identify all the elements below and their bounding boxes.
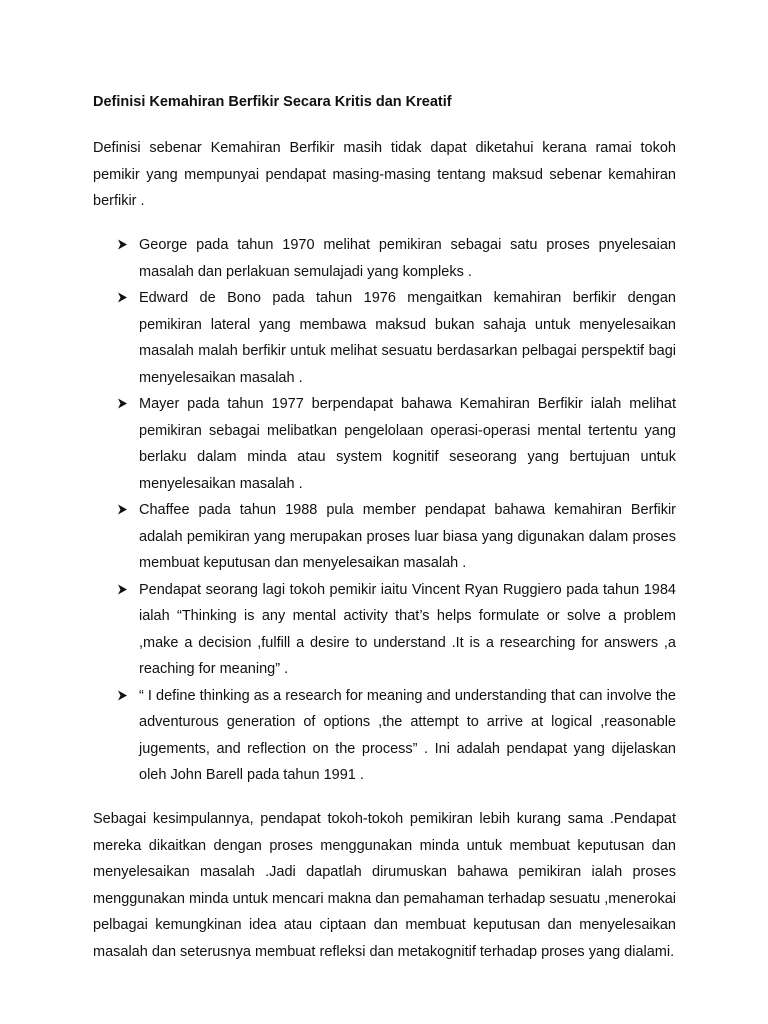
list-item	[117, 683, 676, 789]
conclusion-paragraph: Sebagai kesimpulannya, pendapat tokoh-tokoh pemikiran lebih kurang sama .Pendapat mereka dikaitkan dengan proses menggunakan minda untuk membuat keputusan dan menyelesaikan masalah .Jadi dapatlah dirumuskan bahawa pemikiran ialah proses menggunakan minda untuk mencari makna dan pemahaman terhadap sesuatu ,menerokai pelbagai kemungkinan idea atau ciptaan dan membuat keputusan dan menyelesaikan masalah dan seterusnya membuat refleksi dan metakognitif terhadap proses yang dialami.	[93, 811, 676, 960]
list-item	[117, 285, 676, 391]
list-item	[117, 232, 676, 285]
list-item-text: George pada tahun 1970 melihat pemikiran sebagai satu proses pnyelesaian masalah dan perlakuan semulajadi yang kompleks .	[139, 237, 676, 280]
list-item	[117, 577, 676, 683]
arrowhead-bullet-icon	[117, 497, 131, 524]
intro-paragraph: Definisi sebenar Kemahiran Berfikir masih tidak dapat diketahui kerana ramai tokoh pemikir yang mempunyai pendapat masing-masing tentang maksud sebenar kemahiran berfikir .	[93, 140, 676, 209]
arrowhead-bullet-icon	[117, 683, 131, 710]
document-title: Definisi Kemahiran Berfikir Secara Kritis dan Kreatif	[93, 94, 452, 110]
arrowhead-bullet-icon	[117, 391, 131, 418]
list-item	[117, 497, 676, 577]
arrowhead-bullet-icon	[117, 285, 131, 312]
definition-list	[117, 232, 676, 789]
list-item-text: Pendapat seorang lagi tokoh pemikir iaitu Vincent Ryan Ruggiero pada tahun 1984 ialah “Thinking is any mental activity that’s helps formulate or solve a problem ,make a decision ,fulfill a desire to understand .It is a researching for answers ,a reaching for meaning” .	[139, 581, 676, 677]
list-item-text: Chaffee pada tahun 1988 pula member pendapat bahawa kemahiran Berfikir adalah pemikiran yang merupakan proses luar biasa yang digunakan dalam proses membuat keputusan dan menyelesaikan masalah .	[139, 502, 676, 571]
list-item-text: “ I define thinking as a research for meaning and understanding that can involve the adventurous generation of options ,the attempt to arrive at logical ,reasonable jugements, and reflection on the process” . Ini adalah pendapat yang dijelaskan oleh John Barell pada tahun 1991 .	[139, 687, 676, 783]
arrowhead-bullet-icon	[117, 232, 131, 259]
list-item	[117, 391, 676, 497]
list-item-text: Mayer pada tahun 1977 berpendapat bahawa Kemahiran Berfikir ialah melihat pemikiran sebagai melibatkan pengelolaan operasi-operasi mental tertentu yang berlaku dalam minda atau system kognitif seseorang yang bertujuan untuk menyelesaikan masalah .	[139, 396, 676, 492]
list-item-text: Edward de Bono pada tahun 1976 mengaitkan kemahiran berfikir dengan pemikiran lateral yang membawa maksud bukan sahaja untuk menyelesaikan masalah malah berfikir untuk melihat sesuatu berdasarkan pelbagai perspektif bagi menyelesaikan masalah .	[139, 290, 676, 386]
arrowhead-bullet-icon	[117, 577, 131, 604]
